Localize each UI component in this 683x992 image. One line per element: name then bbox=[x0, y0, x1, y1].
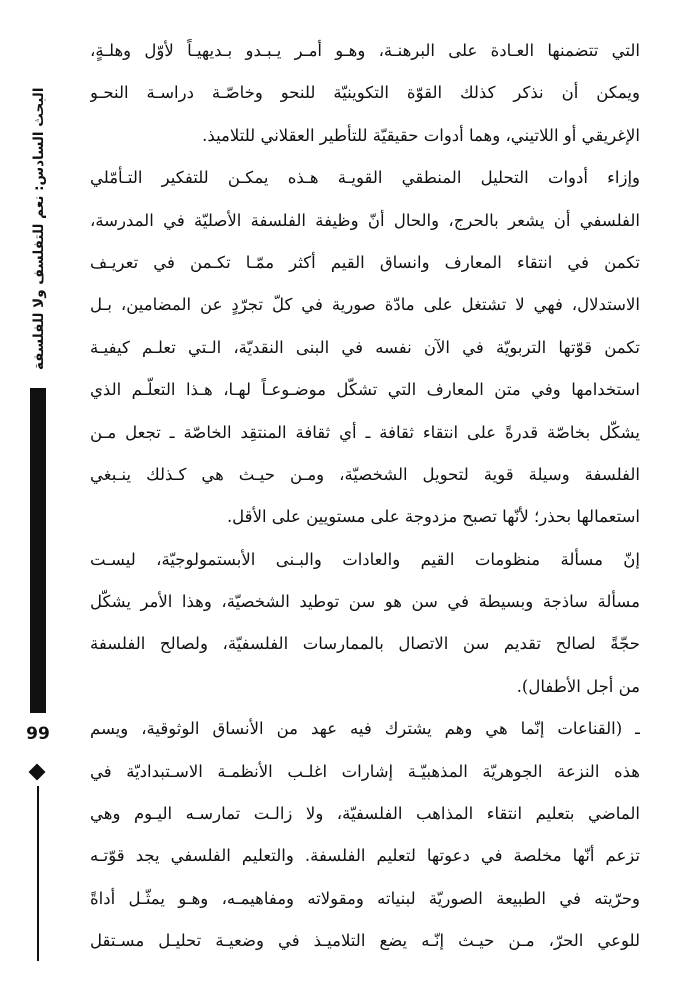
text-line: الفلسفة وسيلة قوية لتحويل الشخصيّة، ومـن حيـث هي كـذلك ينـبغي bbox=[90, 464, 640, 484]
text-line: التي تتضمنها العـادة على البرهنـة، وهـو أمـر يـبـدو بـديهيـاً لأوّل وهلـةٍ، bbox=[90, 41, 640, 60]
text-line: تكمن في انتقاء المعارف وانساق القيم أكثر ممّـا تكـمن في تعريـف bbox=[90, 252, 640, 272]
text-line: الماضي بتعليم انتقاء المذاهب الفلسفيّة، ولا زالـت تمارسـه اليـوم وهي bbox=[90, 804, 640, 824]
text-line: الاستدلال، فهي لا تشتغل على مادّة صورية في كلّ تجرّدٍ عن المضامين، بـل bbox=[90, 295, 640, 315]
text-line: تزعم أنّها مخلصة في دعوتها لتعليم الفلسفة. والتعليم الفلسفي يجد قوّتـه bbox=[90, 846, 640, 866]
text-line: إنّ مسألة منظومات القيم والعادات والبـنى الأبستمولوجيّة، ليسـت bbox=[90, 549, 640, 569]
text-line: من أجل الأطفال). bbox=[516, 676, 640, 696]
text-line: استخدامها وفي متن المعارف التي تشكّل موضـوعـاً لهـا، هـذا التعلّـم الذي bbox=[90, 380, 640, 400]
text-line: ـ (القناعات إنّما هي وهم يشترك فيه عهد من الأنساق الوثوقية، ويسم bbox=[90, 719, 640, 739]
text-line: استعمالها بحذر؛ لأنّها تصبح مزدوجة على مستويين على الأقل. bbox=[226, 507, 640, 527]
body-text bbox=[90, 30, 640, 963]
text-line: مسألة ساذجة وبسيطة في سن هو سن توطيد الشخصيّة، وهذا الأمر يشكّل bbox=[90, 592, 640, 612]
text-line: حجّةً لصالح تقديم سن الاتصال بالممارسات الفلسفيّة، ولصالح الفلسفة bbox=[90, 634, 640, 654]
margin-black-bar bbox=[30, 388, 46, 713]
text-line: يشكّل بخاصّة قدرةً على انتقاء ثقافة ـ أي ثقافة المنتقِد الخاصّة ـ تجعل مـن bbox=[90, 422, 640, 442]
text-line: وإزاء أدوات التحليل المنطقي القويـة هـذه يمكـن للتفكير التـأمّلي bbox=[90, 168, 640, 188]
margin-vertical-rule bbox=[37, 786, 39, 961]
page-number: 99 bbox=[26, 724, 50, 744]
running-head: البحث السادس: نعم للتفلسف ولا للفلسفة bbox=[31, 87, 47, 371]
text-line: ويمكن أن نذكر كذلك القوّة التكوينيّة للنحو وخاصّـة دراسـة النحـو bbox=[90, 83, 640, 103]
text-line: تكمن قوّتها التربويّة في الآن نفسه في البنى النقديّة، الـتي تعلـم كيفيـة bbox=[90, 337, 640, 357]
text-line: هذه النزعة الجوهريّة المذهبيّـة إشارات اغلـب الأنظمـة الاسـتبداديّة في bbox=[90, 761, 640, 781]
text-line: الفلسفي أن يشعر بالحرج، والحال أنّ وظيفة الفلسفة الأصليّة في المدرسة، bbox=[90, 210, 640, 230]
text-line: للوعي الحرّ، مـن حيـث إنّـه يضع التلاميـذ في وضعيـة تحليـل مسـتقل bbox=[90, 931, 640, 951]
text-line: وحرّيته في الطبيعة الصوريّة لبنياته ومقولاته ومفاهيمـه، وهـو يمثّـل أداةً bbox=[90, 888, 640, 908]
text-line: الإغريقي أو اللاتيني، وهما أدوات حقيقيّة للتأطير العقلاني للتلاميذ. bbox=[202, 125, 640, 145]
